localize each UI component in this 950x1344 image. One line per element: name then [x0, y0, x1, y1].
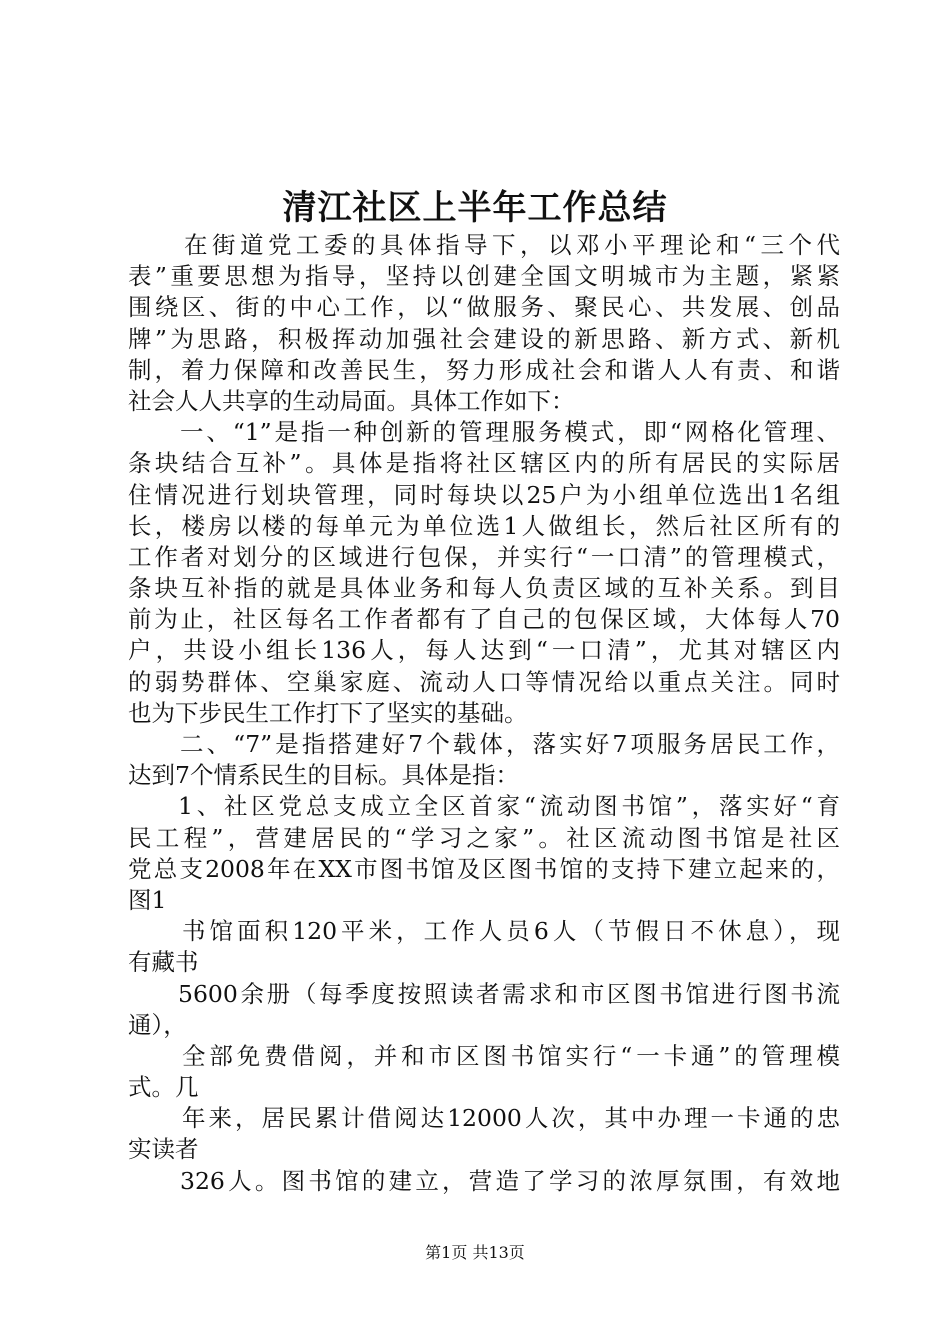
text-line: 牌”为思路，积极挥动加强社会建设的新思路、新方式、新机 — [128, 324, 840, 353]
text-line: 的弱势群体、空巢家庭、流动人口等情况给以重点关注。同时 — [128, 667, 840, 696]
text-line: 达到7个情系民生的目标。具体是指： — [128, 761, 519, 790]
document-body — [128, 230, 840, 1197]
text-line: 制，着力保障和改善民生，努力形成社会和谐人人有责、和谐 — [128, 355, 840, 384]
text-line: 二、“7”是指搭建好7个载体，落实好7项服务居民工作， — [180, 730, 840, 758]
text-line: 式。几 — [128, 1073, 199, 1102]
text-line: 图1 — [128, 885, 167, 914]
text-line: 年来，居民累计借阅达12000人次，其中办理一卡通的忠 — [182, 1104, 840, 1133]
text-line: 住情况进行划块管理，同时每块以25户为小组单位选出1名组 — [128, 480, 840, 509]
text-line: 长，楼房以楼的每单元为单位选1人做组长，然后社区所有的 — [128, 511, 840, 540]
document-title: 清江社区上半年工作总结 — [282, 188, 668, 228]
text-line: 实读者 — [128, 1135, 199, 1164]
text-line: 条块互补指的就是具体业务和每人负责区域的互补关系。到目 — [128, 574, 840, 603]
text-line: 条块结合互补”。具体是指将社区辖区内的所有居民的实际居 — [128, 449, 840, 478]
text-line: 民工程”，营建居民的“学习之家”。社区流动图书馆是社区 — [128, 823, 840, 852]
text-line: 表”重要思想为指导，坚持以创建全国文明城市为主题，紧紧 — [128, 262, 840, 291]
text-line: 1、社区党总支成立全区首家“流动图书馆”，落实好“育 — [178, 792, 840, 821]
page-indicator: 第1页 共13页 — [425, 1243, 525, 1262]
text-line: 通）， — [128, 1010, 187, 1039]
text-line: 围绕区、街的中心工作，以“做服务、聚民心、共发展、创品 — [128, 293, 840, 322]
text-line: 5600余册（每季度按照读者需求和市区图书馆进行图书流 — [178, 979, 840, 1008]
text-line: 全部免费借阅，并和市区图书馆实行“一卡通”的管理模 — [182, 1041, 840, 1070]
text-line: 党总支2008年在XX市图书馆及区图书馆的支持下建立起来的， — [128, 854, 840, 883]
text-line: 326人。图书馆的建立，营造了学习的浓厚氛围，有效地 — [180, 1166, 840, 1195]
text-line: 有藏书 — [128, 948, 199, 977]
text-line: 工作者对划分的区域进行包保，并实行“一口清”的管理模式， — [128, 542, 840, 571]
text-line: 社会人人共享的生动局面。具体工作如下： — [128, 386, 575, 415]
text-line: 在街道党工委的具体指导下，以邓小平理论和“三个代 — [184, 231, 840, 259]
text-line: 前为止，社区每名工作者都有了自己的包保区域，大体每人70 — [128, 605, 840, 634]
page-footer — [0, 1241, 950, 1265]
text-line: 书馆面积120平米，工作人员6人（节假日不休息），现 — [182, 917, 840, 946]
text-line: 户，共设小组长136人，每人达到“一口清”，尤其对辖区内 — [128, 636, 840, 665]
text-line: 也为下步民生工作打下了坚实的基础。 — [128, 698, 528, 727]
text-line: 一、“1”是指一种创新的管理服务模式，即“网格化管理、 — [180, 418, 840, 447]
